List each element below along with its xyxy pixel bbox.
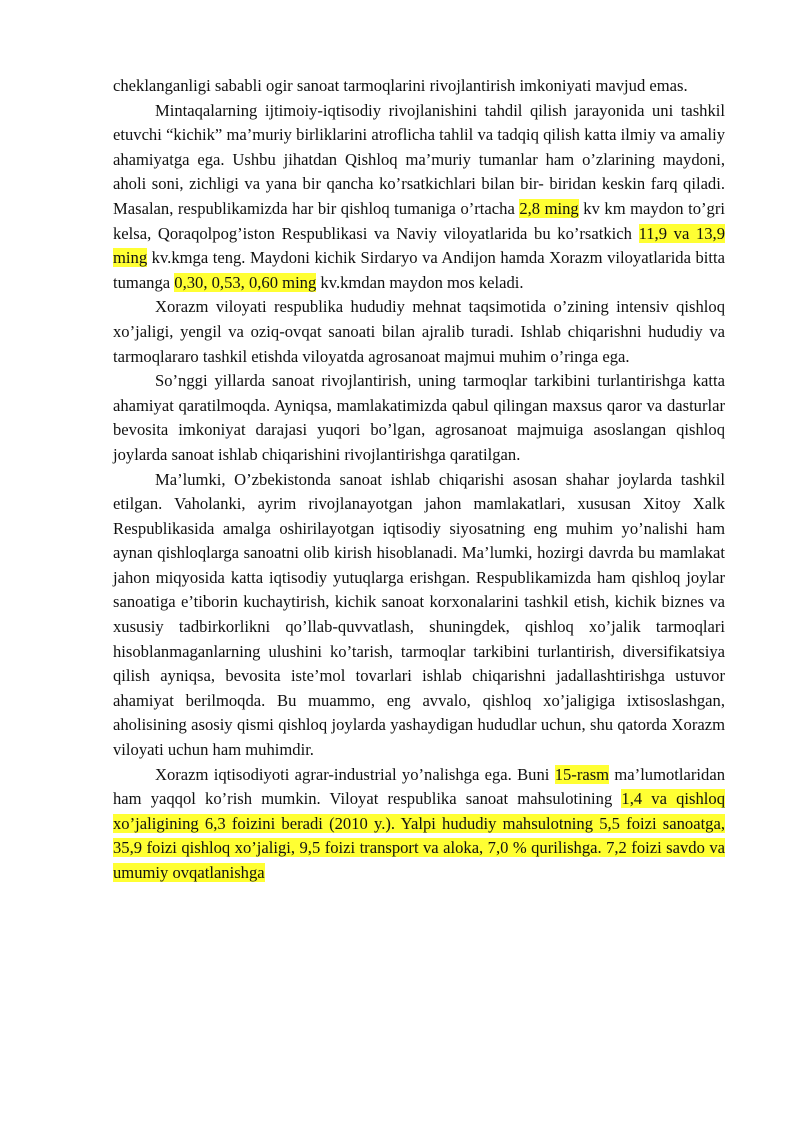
paragraph (113, 763, 725, 886)
text-run: Xorazm iqtisodiyoti agrar-industrial yo’nalishga ega. Buni (155, 764, 555, 784)
highlighted-text: 0,30, 0,53, 0,60 ming (174, 272, 317, 292)
text-run: ma’lumotlaridan ham yaqqol ko’rish mumkin. Viloyat respublika sanoat mahsulotining (113, 764, 725, 809)
highlighted-text: 2,8 ming (519, 198, 579, 218)
paragraph (113, 74, 725, 99)
paragraph (113, 369, 725, 467)
highlighted-text: 11,9 va 13,9 ming (113, 223, 726, 268)
text-run: Mintaqalarning ijtimoiy-iqtisodiy rivojlanishini tahdil qilish jarayonida uni tashkil etuvchi “kichik” ma’muriy birliklarini atroflicha tahlil va tadqiq qilish katta ilmiy va amaliy ahamiyatga ega. Ushbu jihatdan Qishloq ma’muriy tumanlar ham o’zlarining maydoni, aholi soni, zichligi va yana bir qancha ko’rsatkichlari bilan bir- biridan keskin farq qiladi. Masalan, respublikamizda har bir qishloq tumaniga o’rtacha (113, 100, 725, 218)
text-run: kv km maydon to’gri kelsa, Qoraqolpog’iston Respublikasi va Naviy viloyatlarida bu ko’rsatkich (113, 198, 725, 243)
text-run: So’nggi yillarda sanoat rivojlantirish, uning tarmoqlar tarkibini turlantirishga katta ahamiyat qaratilmoqda. Ayniqsa, mamlakatimizda qabul qilingan maxsus qaror va dasturlar bevosita imkoniyat darajasi yuqori bo’lgan, agrosanoat majmuiga asoslangan qishloq joylarda sanoat ishlab chiqarishini rivojlantirishga qaratilgan. (113, 371, 725, 464)
paragraph (113, 295, 725, 369)
paragraph (113, 99, 725, 296)
text-run: Ma’lumki, O’zbekistonda sanoat ishlab chiqarishi asosan shahar joylarda tashkil etilgan. Vaholanki, ayrim rivojlanayotgan jahon mamlakatlari, xususan Xitoy Xalk Respublikasida amalga oshirilayotgan iqtisodiy siyosatning eng muhim yo’nalishi ham aynan qishloqlarga sanoatni olib kirish hisoblanadi. Ma’lumki, hozirgi davrda bu mamlakat jahon miqyosida katta iqtisodiy yutuqlarga erishgan. Respublikamizda ham qishloq joylar sanoatiga e’tiborin kuchaytirish, kichik sanoat korxonalarini tashkil etish, kichik biznes va xususiy tadbirkorlikni qo’llab-quvvatlash, shuningdek, qishloq xo’jalik tarmoqlari hisoblanmaganlarning ulushini ko’tarish, tarmoqlar tarkibini turlantirish, diversifikatsiya qilish ayniqsa, bevosita iste’mol tovarlari ishlab chiqarishni jadallashtirishga ustuvor ahamiyat berilmoqda. Bu muammo, eng avvalo, qishloq xo’jaligiga ixtisoslashgan, aholisining asosiy qismi qishloq joylarda yashaydigan hududlar uchun, shu qatorda Xorazm viloyati uchun ham muhimdir. (113, 469, 725, 760)
text-run: cheklanganligi sababli ogir sanoat tarmoqlarini rivojlantirish imkoniyati mavjud emas. (113, 76, 688, 95)
text-run: kv.kmdan maydon mos keladi. (316, 272, 524, 292)
highlighted-text: 15-rasm (554, 764, 610, 784)
document-page (113, 74, 725, 886)
text-run: kv.kmga teng. Maydoni kichik Sirdaryo va Andijon hamda Xorazm viloyatlarida bitta tumanga (113, 248, 725, 292)
highlighted-text: 1,4 va qishloq xo’jaligining 6,3 foizini beradi (2010 y.). Yalpi hududiy mahsulotning 5,5 foizi sanoatga, 35,9 foizi qishloq xo’jaligi, 9,5 foizi transport va aloka, 7,0 % qurilishga. 7,2 foizi savdo va umumiy ovqatlanishga (113, 789, 725, 882)
paragraph (113, 468, 725, 763)
text-run: Xorazm viloyati respublika hududiy mehnat taqsimotida o’zining intensiv qishloq xo’jaligi, yengil va oziq-ovqat sanoati bilan ajralib turadi. Ishlab chiqarishni hududiy va tarmoqlararo tashkil etishda viloyatda agrosanoat majmui muhim o’ringa ega. (113, 297, 725, 366)
